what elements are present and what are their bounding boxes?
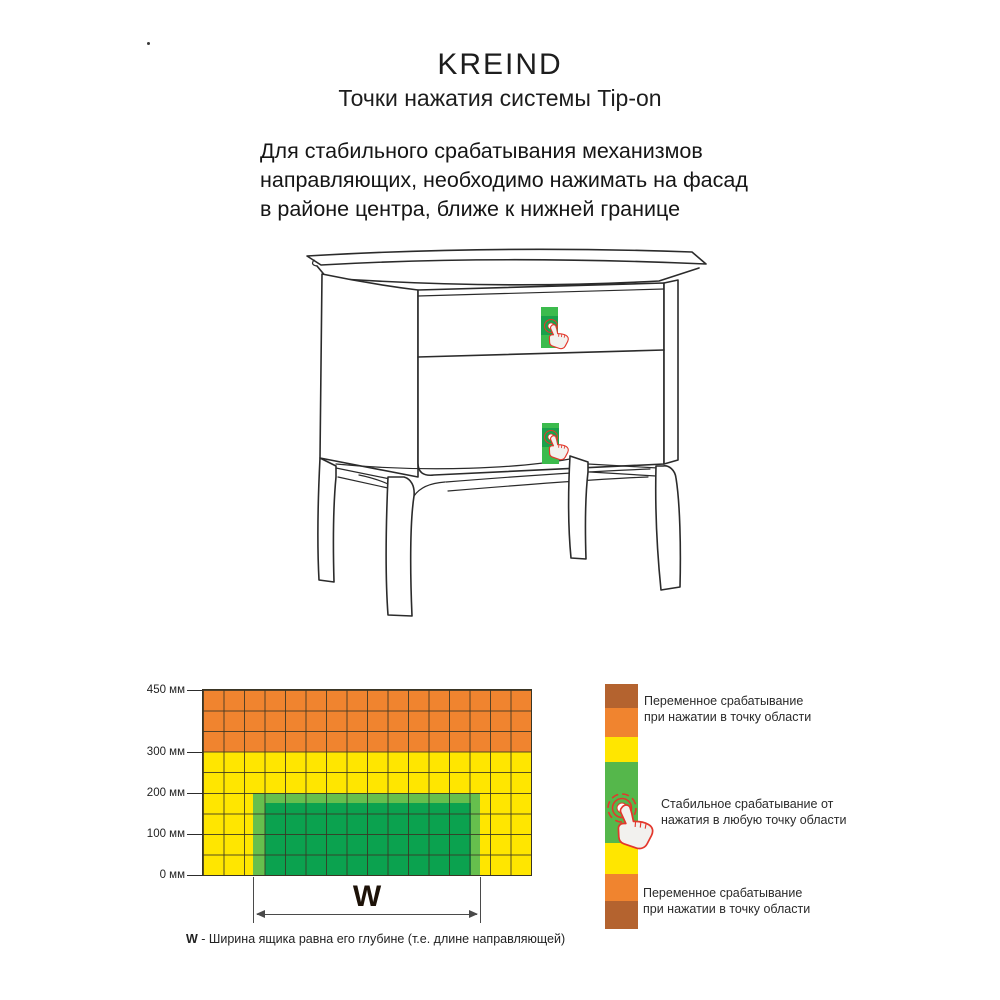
axis-tick — [187, 752, 203, 753]
leg-front-left — [386, 477, 414, 616]
legend-segment-yellow — [605, 737, 638, 762]
brand-title: KREIND — [437, 48, 563, 81]
legend-segment-orange — [605, 708, 638, 737]
width-note-text: - Ширина ящика равна его глубине (т.е. длине направляющей) — [197, 932, 566, 946]
legend-segment-orange — [605, 874, 638, 901]
grid-lines — [203, 690, 531, 875]
axis-label-300: 300 мм — [146, 745, 185, 758]
dimension-extension-line-right — [480, 877, 481, 923]
touch-hand-icon — [596, 784, 666, 854]
page-subtitle: Точки нажатия системы Tip-on — [338, 85, 662, 111]
axis-tick — [187, 834, 203, 835]
cabinet-side-panel — [320, 274, 418, 477]
width-dimension-label: W — [352, 880, 382, 913]
furniture-drawing — [250, 240, 720, 630]
description-text — [260, 137, 760, 224]
cabinet-right-edge — [664, 280, 678, 464]
axis-label-450: 450 мм — [146, 684, 185, 696]
axis-tick — [187, 690, 203, 691]
axis-label-200: 200 мм — [146, 787, 185, 799]
stray-mark — [147, 42, 150, 45]
description-line: направляющих, необходимо нажимать на фасад — [260, 168, 748, 192]
legend-label-variable-bottom: Переменное срабатывание при нажатии в точку области — [643, 886, 811, 916]
width-note — [186, 932, 565, 946]
leg-front-right — [656, 466, 681, 590]
dimension-extension-line-left — [253, 877, 254, 923]
axis-label-100: 100 мм — [146, 828, 185, 840]
legend-label-variable-top: Переменное срабатывание при нажатии в точку области — [644, 694, 812, 724]
dimension-arrow — [257, 914, 477, 915]
description-line: в районе центра, ближе к нижней границе — [260, 197, 681, 221]
leg-back-left — [318, 458, 336, 582]
press-zone-chart — [146, 684, 532, 881]
width-note-bold: W — [186, 932, 198, 946]
leg-back-right — [569, 456, 588, 559]
axis-label-0: 0 мм — [159, 869, 185, 881]
legend-label-stable: Стабильное срабатывание от нажатия в любую точку области — [661, 797, 847, 827]
axis-tick — [187, 793, 203, 794]
legend-segment-brown — [605, 901, 638, 929]
axis-tick — [187, 875, 203, 876]
legend-segment-brown — [605, 684, 638, 708]
cabinet-top — [307, 249, 706, 265]
description-line: Для стабильного срабатывания механизмов — [260, 139, 703, 163]
